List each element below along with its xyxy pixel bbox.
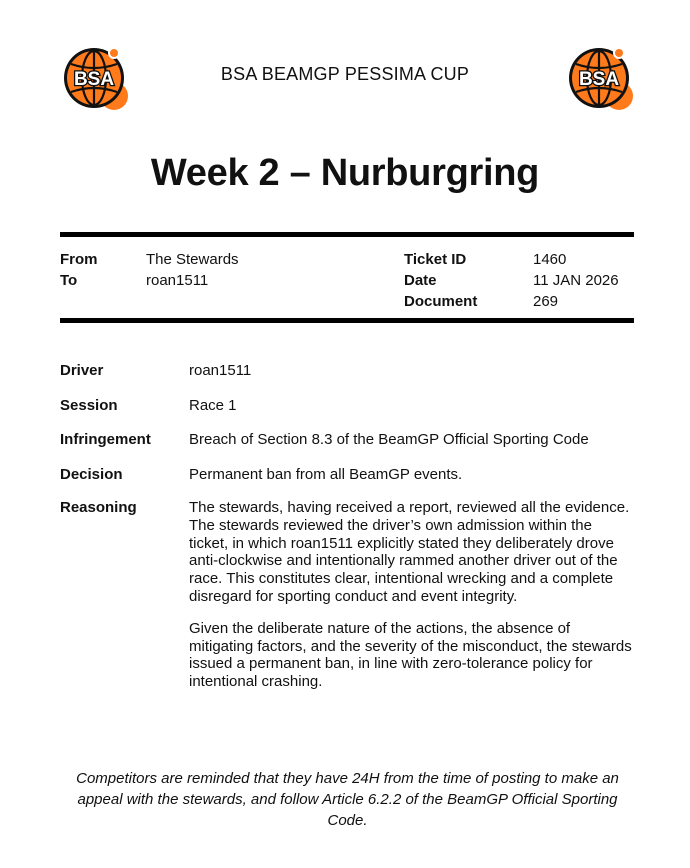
session-label: Session [60,397,118,414]
document-value: 269 [533,293,559,310]
ticket-id-value: 1460 [533,251,567,268]
reasoning-text [189,499,634,705]
meta-from-to [60,249,239,291]
page-title: Week 2 – Nurburgring [150,152,540,194]
meta-ticket [404,249,619,312]
appeal-notice: Competitors are reminded that they have 24H from the time of posting to make an appeal with the stewards, and follow Article 6.2.2 of the BeamGP Official Sporting Code. [76,770,619,829]
logo-text: BSA [73,69,115,90]
divider-top [60,232,634,237]
decision-value: Permanent ban from all BeamGP events. [189,466,463,483]
from-value: The Stewards [146,251,239,268]
cup-title: BSA BEAMGP PESSIMA CUP [220,64,470,84]
reasoning-paragraph-1: The stewards, having received a report, reviewed all the evidence. The stewards reviewed the driver’s own admission within the ticket, in which roan1511 explicitly stated they deliberately drove anti-clockwise and intentionally rammed another driver out of the race. This constitutes clear, intentional wrecking and a complete disregard for sporting conduct and event integrity. [189,499,630,605]
reasoning-paragraph-2: Given the deliberate nature of the actions, the absence of mitigating factors, and the severity of the misconduct, the stewards issued a permanent ban, in line with zero-tolerance policy for intentional crashing. [189,619,632,691]
to-value: roan1511 [146,272,209,289]
infringement-label: Infringement [60,431,151,448]
globe-logo-icon [563,44,635,112]
to-label: To [60,272,78,289]
infringement-value: Breach of Section 8.3 of the BeamGP Official Sporting Code [189,431,589,448]
decision-label: Decision [60,466,123,483]
driver-label: Driver [60,362,104,379]
logo-text: BSA [578,69,620,90]
from-label: From [60,251,98,268]
document-label: Document [404,293,478,310]
bsa-logo-right [563,44,635,112]
session-value: Race 1 [189,397,237,414]
divider-bottom [60,318,634,323]
date-value: 11 JAN 2026 [533,272,619,289]
reasoning-label: Reasoning [60,499,137,516]
ticket-id-label: Ticket ID [404,251,467,268]
driver-value: roan1511 [189,362,252,379]
date-label: Date [404,272,437,289]
